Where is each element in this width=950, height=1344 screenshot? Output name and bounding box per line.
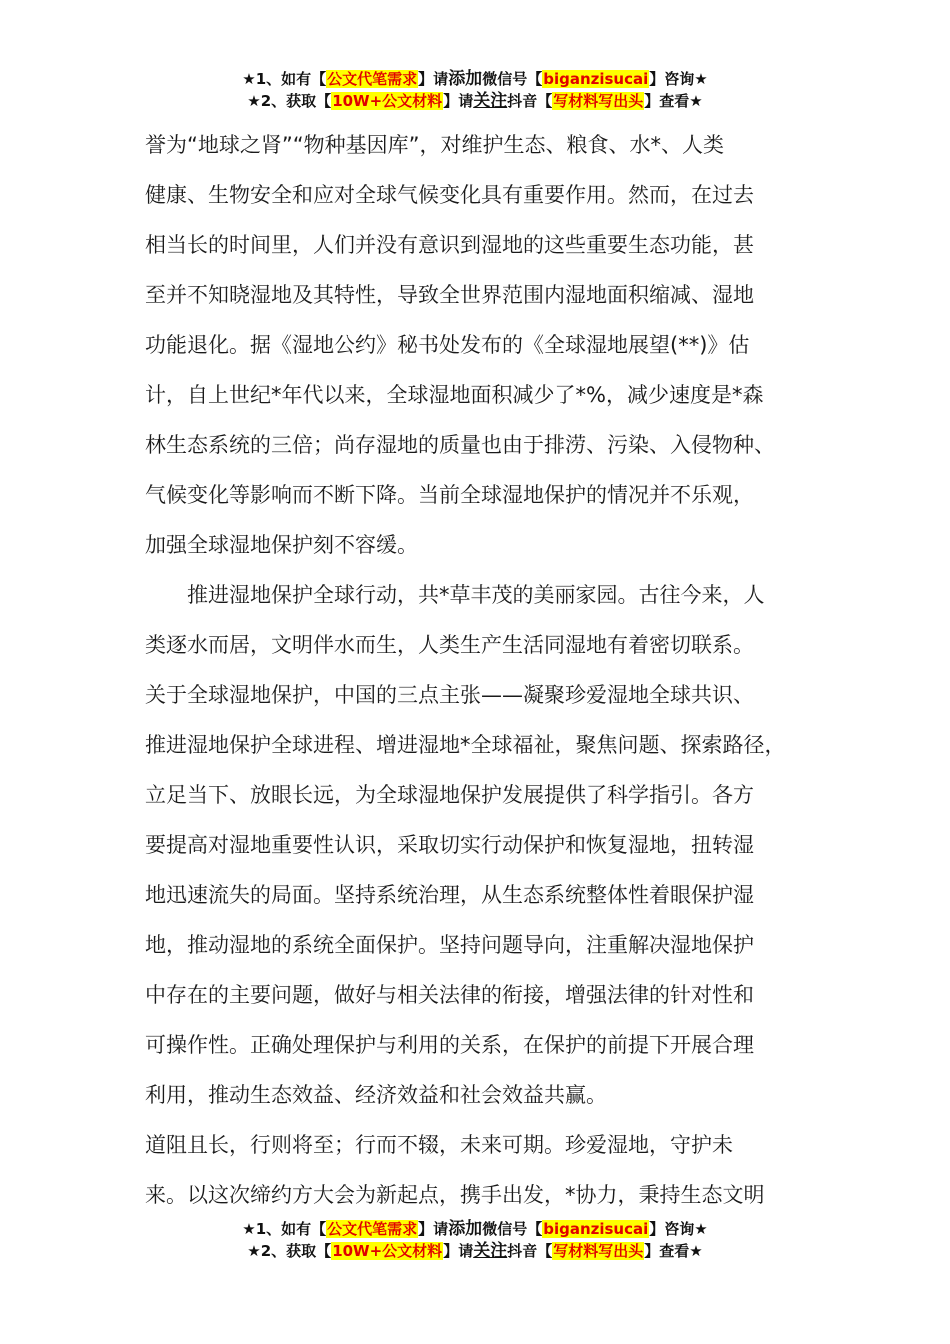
wechat-id: biganzisucai [543, 70, 649, 88]
banner-text: ★1、如有【 [242, 70, 327, 88]
banner-text: 】请 [443, 92, 474, 110]
wechat-id: biganzisucai [543, 1220, 649, 1238]
text-line: 可操作性。正确处理保护与利用的关系，在保护的前提下开展合理 [145, 1033, 754, 1057]
banner-line-2 [0, 1240, 950, 1262]
text-line: 计，自上世纪*年代以来，全球湿地面积减少了*%，减少速度是*森 [145, 383, 764, 407]
banner-text: 】查看★ [644, 92, 703, 110]
banner-text: 】请 [418, 70, 449, 88]
banner-text: ★2、获取【 [247, 1242, 332, 1260]
text-line: 推进湿地保护全球进程、增进湿地*全球福祉，聚焦问题、探索路径， [145, 733, 786, 757]
text-line: 林生态系统的三倍；尚存湿地的质量也由于排涝、污染、入侵物种、 [145, 433, 775, 457]
banner-text: 抖音【 [507, 1242, 553, 1260]
banner-text: 微信号【 [482, 1220, 543, 1238]
banner-line-2 [0, 90, 950, 112]
banner-emphasis: 添加 [448, 1219, 483, 1239]
banner-emphasis: 关注 [473, 91, 508, 111]
text-line: 健康、生物安全和应对全球气候变化具有重要作用。然而，在过去 [145, 183, 754, 207]
banner-text: 】请 [418, 1220, 449, 1238]
text-line: 中存在的主要问题，做好与相关法律的衔接，增强法律的针对性和 [145, 983, 754, 1007]
text-line: 类逐水而居，文明伴水而生，人类生产生活同湿地有着密切联系。 [145, 633, 754, 657]
banner-emphasis: 添加 [448, 69, 483, 89]
text-line: 关于全球湿地保护，中国的三点主张——凝聚珍爱湿地全球共识、 [145, 683, 754, 707]
text-line: 利用，推动生态效益、经济效益和社会效益共赢。 [145, 1083, 607, 1107]
banner-text: ★1、如有【 [242, 1220, 327, 1238]
text-line: 立足当下、放眼长远，为全球湿地保护发展提供了科学指引。各方 [145, 783, 754, 807]
text-line: 气候变化等影响而不断下降。当前全球湿地保护的情况并不乐观， [145, 483, 754, 507]
service-highlight: 公文代笔需求 [327, 1220, 418, 1238]
banner-text: 】查看★ [644, 1242, 703, 1260]
text-line: 至并不知晓湿地及其特性，导致全世界范围内湿地面积缩减、湿地 [145, 283, 754, 307]
text-line: 加强全球湿地保护刻不容缓。 [145, 533, 418, 557]
service-highlight: 公文代笔需求 [327, 70, 418, 88]
banner-line-1 [0, 1218, 950, 1240]
banner-text: 微信号【 [482, 70, 543, 88]
banner-emphasis: 关注 [473, 1241, 508, 1261]
banner-line-1 [0, 68, 950, 90]
text-line: 来。以这次缔约方大会为新起点，携手出发，*协力，秉持生态文明 [145, 1183, 765, 1207]
text-line: 要提高对湿地重要性认识，采取切实行动保护和恢复湿地，扭转湿 [145, 833, 754, 857]
text-line: 道阻且长，行则将至；行而不辍，未来可期。珍爱湿地，守护未 [145, 1133, 733, 1157]
text-line: 地迅速流失的局面。坚持系统治理，从生态系统整体性着眼保护湿 [145, 883, 754, 907]
text-line: 地，推动湿地的系统全面保护。坚持问题导向，注重解决湿地保护 [145, 933, 754, 957]
banner-text: 】咨询★ [649, 70, 708, 88]
banner-text: 】咨询★ [649, 1220, 708, 1238]
douyin-account: 写材料写出头 [553, 92, 644, 110]
materials-highlight: 10W+公文材料 [332, 92, 443, 110]
header-banner [0, 68, 950, 112]
materials-highlight: 10W+公文材料 [332, 1242, 443, 1260]
douyin-account: 写材料写出头 [553, 1242, 644, 1260]
text-line: 誉为“地球之肾”“物种基因库”，对维护生态、粮食、水*、人类 [145, 133, 725, 157]
banner-text: 抖音【 [507, 92, 553, 110]
text-line: 推进湿地保护全球行动，共*草丰茂的美丽家园。古往今来，人 [145, 583, 765, 607]
footer-banner [0, 1218, 950, 1262]
text-line: 功能退化。据《湿地公约》秘书处发布的《全球湿地展望(**)》估 [145, 333, 750, 357]
text-line: 相当长的时间里，人们并没有意识到湿地的这些重要生态功能，甚 [145, 233, 754, 257]
banner-text: 】请 [443, 1242, 474, 1260]
document-body [145, 120, 835, 1220]
banner-text: ★2、获取【 [247, 92, 332, 110]
